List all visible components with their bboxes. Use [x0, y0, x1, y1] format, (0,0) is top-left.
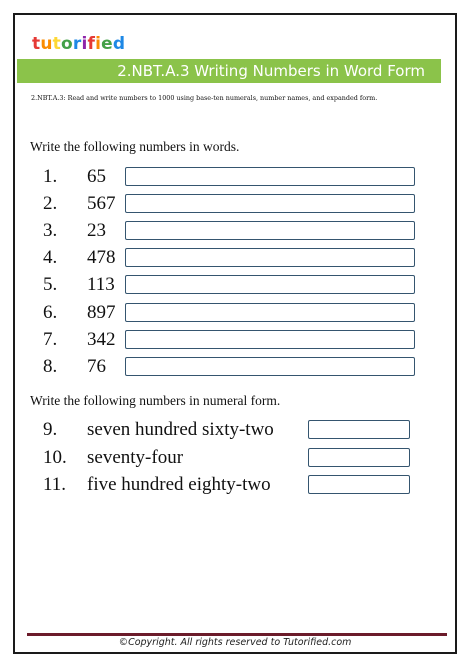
question-number: 3. [43, 220, 58, 242]
question-number: 8. [43, 355, 58, 377]
logo-letter: o [60, 34, 73, 54]
copyright-footer: ©Copyright. All rights reserved to Tutorified.com [118, 637, 352, 648]
question-row [15, 247, 455, 269]
worksheet-page [13, 13, 457, 654]
question-row [15, 166, 455, 188]
logo-letter: u [40, 34, 53, 54]
footer-divider [27, 633, 447, 636]
question-number: 9. [43, 419, 58, 440]
instruction-words: Write the following numbers in words. [30, 139, 240, 154]
question-row [15, 356, 455, 378]
question-value: 113 [87, 274, 115, 296]
question-value: five hundred eighty-two [87, 474, 271, 495]
question-row [15, 329, 455, 351]
logo-letter: i [95, 34, 102, 54]
question-value: 23 [87, 220, 106, 242]
question-value: 65 [87, 166, 106, 187]
answer-box[interactable] [125, 275, 415, 294]
instruction-numerals: Write the following numbers in numeral form. [30, 393, 281, 408]
question-value: seventy-four [87, 446, 184, 468]
question-row [15, 220, 455, 242]
logo-letter: t [52, 34, 61, 54]
answer-box[interactable] [308, 448, 410, 467]
logo-letter: t [32, 34, 41, 54]
question-row [15, 447, 455, 469]
answer-box[interactable] [308, 420, 410, 439]
logo-letter: d [112, 34, 126, 54]
question-row [15, 193, 455, 215]
worksheet-title-banner: 2.NBT.A.3 Writing Numbers in Word Form [17, 59, 441, 83]
question-number: 1. [43, 166, 58, 187]
standard-description: 2.NBT.A.3: Read and write numbers to 1000 using base-ten numerals, number names, and expanded form. [31, 94, 378, 102]
question-number: 5. [43, 274, 58, 296]
question-number: 6. [43, 301, 58, 323]
question-number: 7. [43, 328, 58, 350]
question-row [15, 302, 455, 324]
question-value: 897 [87, 301, 116, 323]
question-row [15, 474, 455, 496]
answer-box[interactable] [125, 357, 415, 376]
question-value: 478 [87, 247, 116, 269]
answer-box[interactable] [125, 167, 415, 186]
answer-box[interactable] [308, 475, 410, 494]
question-number: 11. [43, 474, 67, 495]
question-value: 76 [87, 355, 106, 377]
question-value: seven hundred sixty-two [87, 419, 274, 440]
answer-box[interactable] [125, 221, 415, 240]
question-number: 2. [43, 193, 58, 215]
logo-letter: i [81, 34, 88, 54]
tutorified-logo [32, 34, 125, 54]
question-number: 4. [43, 247, 58, 269]
question-row [15, 274, 455, 296]
answer-box[interactable] [125, 248, 415, 267]
logo-letter: f [87, 34, 96, 54]
answer-box[interactable] [125, 303, 415, 322]
question-row [15, 419, 455, 441]
question-number: 10. [43, 446, 67, 468]
logo-letter: e [101, 34, 113, 54]
answer-box[interactable] [125, 194, 415, 213]
question-value: 567 [87, 193, 116, 215]
answer-box[interactable] [125, 330, 415, 349]
logo-letter: r [72, 34, 82, 54]
question-value: 342 [87, 328, 116, 350]
